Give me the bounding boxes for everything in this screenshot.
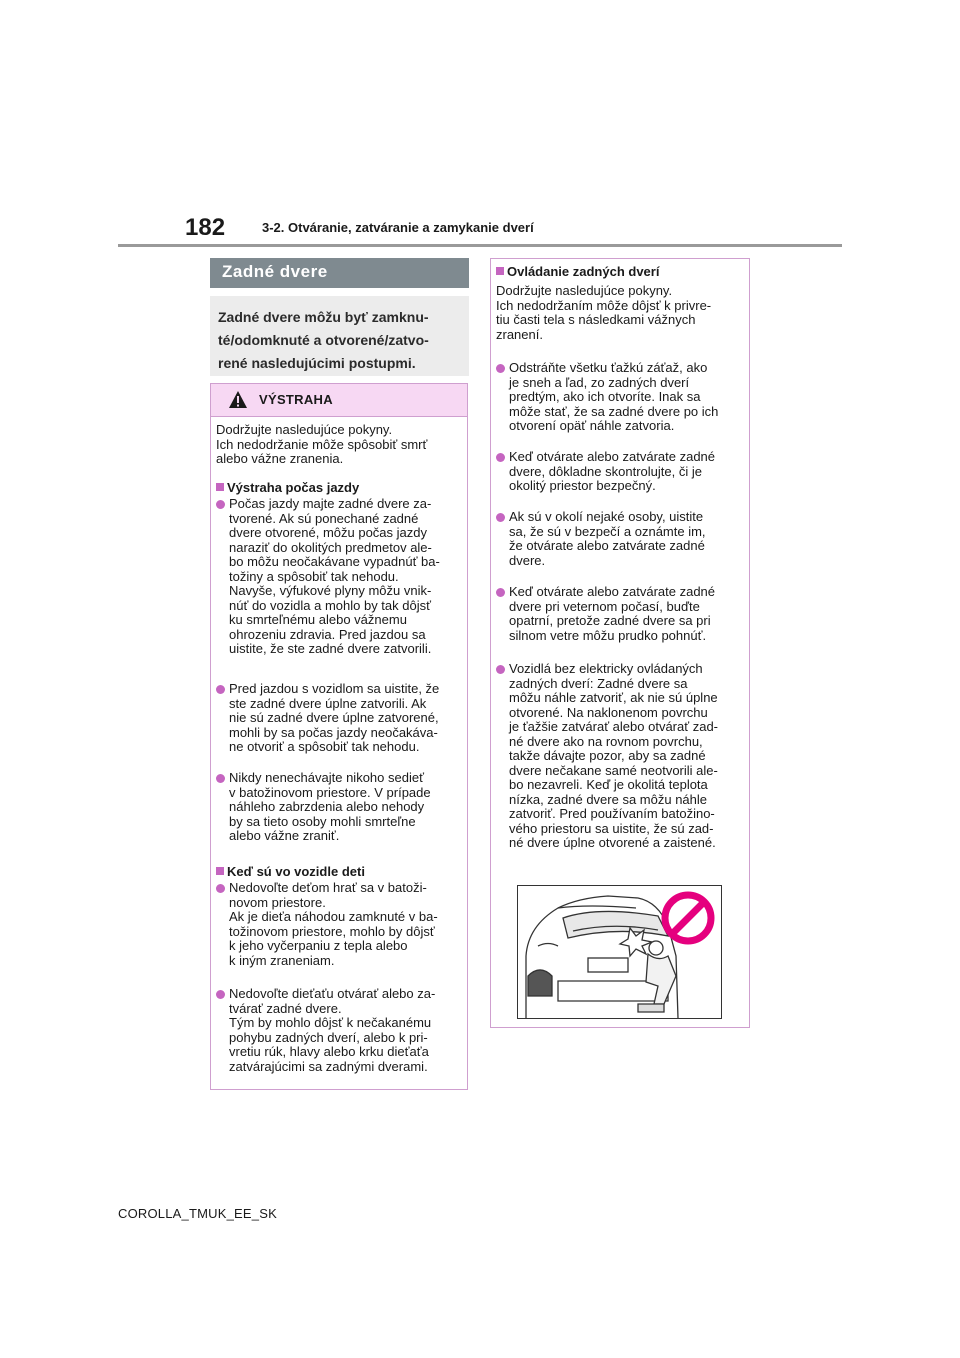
topic-title-bar xyxy=(210,258,469,288)
text-line: alebo vážne zranenia. xyxy=(216,451,344,466)
text-line: bo môžu neočakávane vypadnúť ba- xyxy=(229,554,440,569)
text-line: núť do vozidla a mohlo by tak dôjsť xyxy=(229,597,431,613)
bullet-dot-icon xyxy=(216,774,225,783)
text-line: opatrní, pretože zadné dvere sa pri xyxy=(509,613,711,628)
text-line: Dodržujte nasledujúce pokyny. xyxy=(216,422,393,437)
text-line: sa, že sú v bezpečí a oznámte im, xyxy=(509,523,706,539)
intro-line: rené nasledujúcimi postupmi. xyxy=(218,355,416,371)
text-line: k jeho vyčerpaniu z tepla alebo xyxy=(229,938,408,953)
text-line: silnom vetre môžu prudko pohnúť. xyxy=(509,627,707,643)
intro-line: Zadné dvere môžu byť zamknu- xyxy=(218,309,429,325)
operation-intro xyxy=(496,284,711,342)
text-line: dvere, dôkladne skontrolujte, či je xyxy=(509,463,702,479)
text-line: tiu časti tela s následkami vážnych xyxy=(496,312,696,327)
text-line: ste zadné dvere úplne zatvorili. Ak xyxy=(229,695,427,711)
tailgate-hazard-illustration xyxy=(517,885,722,1019)
square-bullet-icon xyxy=(216,483,224,491)
bullet-dot-icon xyxy=(496,665,505,674)
warning-header xyxy=(211,384,467,417)
text-line: je ťažšie zatvárať alebo otvárať zad- xyxy=(509,719,719,734)
text-line: uistite, že ste zadné dvere zatvorili. xyxy=(229,641,432,656)
text-line: Počas jazdy majte zadné dvere za- xyxy=(229,496,432,511)
text-line: okolitý priestor bezpečný. xyxy=(509,478,656,493)
bullet-text xyxy=(229,682,439,755)
text-line: vého priestoru sa uistite, že sú zad- xyxy=(509,820,714,836)
text-line: tvárať zadné dvere. xyxy=(229,1000,342,1016)
text-line: pohybu zadných dverí, alebo k pri- xyxy=(229,1029,428,1045)
text-line: né dvere ako na rovnom povrchu, xyxy=(509,733,703,749)
text-line: zatvárajúcimi sa zadnými dverami. xyxy=(229,1058,428,1074)
text-line: tožinovom priestore, mohlo by dôjsť xyxy=(229,923,435,939)
text-line: tožiny a spôsobiť tak nehodu. xyxy=(229,568,399,584)
square-bullet-icon xyxy=(216,867,224,875)
text-line: bo nezavreli. Keď je okolitá teplota xyxy=(509,777,708,792)
bullet-dot-icon xyxy=(496,588,505,597)
square-bullet-icon xyxy=(496,267,504,275)
text-line: Dodržujte nasledujúce pokyny. xyxy=(496,283,673,298)
text-line: naraziť do okolitých predmetov ale- xyxy=(229,539,432,555)
intro-line: té/odomknuté a otvorené/zatvo- xyxy=(218,332,429,348)
text-line: k iným zraneniam. xyxy=(229,952,335,968)
text-line: alebo vážne zraniť. xyxy=(229,828,340,843)
text-line: Navyše, výfukové plyny môžu vnik- xyxy=(229,583,432,598)
text-line: nie sú zadné dvere úplne zatvorené, xyxy=(229,710,439,725)
text-line: otvorení opäť náhle zatvoria. xyxy=(509,418,675,433)
subheading-text: Ovládanie zadných dverí xyxy=(507,264,660,279)
warning-title: VÝSTRAHA xyxy=(259,392,333,407)
bullet-dot-icon xyxy=(496,513,505,522)
text-line: Ak sú v okolí nejaké osoby, uistite xyxy=(509,509,704,524)
text-line: Tým by mohlo dôjsť k nečakanému xyxy=(229,1015,432,1030)
subheading-text: Výstraha počas jazdy xyxy=(227,480,360,495)
bullet-text xyxy=(509,510,706,568)
warning-subheading xyxy=(216,864,365,879)
text-line: ne otvoriť a spôsobiť tak nehodu. xyxy=(229,739,420,754)
text-line: zatvoriť. Pred používaním batožino- xyxy=(509,806,715,821)
text-line: Keď otvárate alebo zatvárate zadné xyxy=(509,584,716,599)
bullet-dot-icon xyxy=(216,500,225,509)
text-line: Vozidlá bez elektricky ovládaných xyxy=(509,661,703,676)
bullet-text xyxy=(509,585,715,643)
text-line: otvorené. Na naklonenom povrchu xyxy=(509,704,708,720)
bullet-dot-icon xyxy=(216,884,225,893)
warning-box xyxy=(210,383,468,1090)
text-line: takže dávajte pozor, aby sa zadné xyxy=(509,748,706,763)
bullet-text xyxy=(229,987,435,1074)
intro-text xyxy=(218,306,468,375)
text-line: né dvere úplne otvorené a zaistené. xyxy=(509,835,716,850)
footer-document-code: COROLLA_TMUK_EE_SK xyxy=(118,1206,277,1221)
bullet-text xyxy=(229,881,438,968)
text-line: predtým, ako ich otvoríte. Inak sa xyxy=(509,389,701,404)
text-line: vretiu rúk, hlavy alebo krku dieťaťa xyxy=(229,1044,429,1059)
text-line: novom priestore. xyxy=(229,894,326,910)
text-line: že otvárate alebo zatvárate zadné xyxy=(509,538,705,553)
text-line: náhleho zabrzdenia alebo nehody xyxy=(229,799,425,814)
text-line: dvere pri veternom počasí, buďte xyxy=(509,598,700,614)
text-line: Ak je dieťa náhodou zamknuté v ba- xyxy=(229,909,438,924)
warning-subheading xyxy=(216,480,359,495)
text-line: mohli by sa počas jazdy neočakáva- xyxy=(229,724,438,740)
text-line: nízka, zadné dvere sa môžu náhle xyxy=(509,791,708,807)
text-line: zadných dverí: Zadné dvere sa xyxy=(509,675,688,691)
bullet-text xyxy=(229,771,431,844)
text-line: dvere nečakane samé neotvorili ale- xyxy=(509,762,718,778)
text-line: ku smrteľnému alebo vážnemu xyxy=(229,612,407,627)
bullet-dot-icon xyxy=(216,685,225,694)
text-line: Keď otvárate alebo zatvárate zadné xyxy=(509,449,716,464)
text-line: zranení. xyxy=(496,326,543,342)
bullet-text xyxy=(509,662,718,851)
operation-subheading xyxy=(496,264,659,279)
bullet-dot-icon xyxy=(216,990,225,999)
text-line: Odstráňte všetku ťažkú záťaž, ako xyxy=(509,360,708,375)
text-line: tvorené. Ak sú ponechané zadné xyxy=(229,510,419,526)
text-line: Nedovoľte deťom hrať sa v batoži- xyxy=(229,880,427,895)
prohibition-sign-icon xyxy=(665,895,711,941)
text-line: Nedovoľte dieťaťu otvárať alebo za- xyxy=(229,986,436,1001)
warning-intro xyxy=(216,423,427,467)
topic-title: Zadné dvere xyxy=(222,262,328,281)
text-line: dvere otvorené, môžu počas jazdy xyxy=(229,525,427,540)
text-line: Nikdy nenechávajte nikoho sedieť xyxy=(229,770,424,785)
text-line: Pred jazdou s vozidlom sa uistite, že xyxy=(229,681,440,696)
car-tailgate-illustration xyxy=(518,886,721,1018)
text-line: by sa tieto osoby mohli smrteľne xyxy=(229,813,416,829)
text-line: môže stať, že sa zadné dvere po ich xyxy=(509,403,719,419)
text-line: dvere. xyxy=(509,552,546,568)
text-line: Ich nedodržaním môže dôjsť k privre- xyxy=(496,297,712,313)
header-divider xyxy=(118,244,842,247)
bullet-text xyxy=(509,361,718,434)
intro-box xyxy=(210,296,469,376)
text-line: je sneh a ľad, zo zadných dverí xyxy=(509,374,690,390)
text-line: môžu náhle zatvoriť, ak nie sú úplne xyxy=(509,690,718,705)
warning-triangle-icon xyxy=(228,390,248,409)
section-title: 3-2. Otváranie, zatváranie a zamykanie dverí xyxy=(262,220,534,235)
bullet-text xyxy=(229,497,440,657)
page-number: 182 xyxy=(185,214,226,241)
text-line: Ich nedodržanie môže spôsobiť smrť xyxy=(216,436,428,452)
subheading-text: Keď sú vo vozidle deti xyxy=(227,864,365,879)
text-line: v batožinovom priestore. V prípade xyxy=(229,784,431,800)
bullet-dot-icon xyxy=(496,453,505,462)
text-line: ohrozeniu zdravia. Pred jazdou sa xyxy=(229,626,426,642)
bullet-text xyxy=(509,450,715,494)
bullet-dot-icon xyxy=(496,364,505,373)
